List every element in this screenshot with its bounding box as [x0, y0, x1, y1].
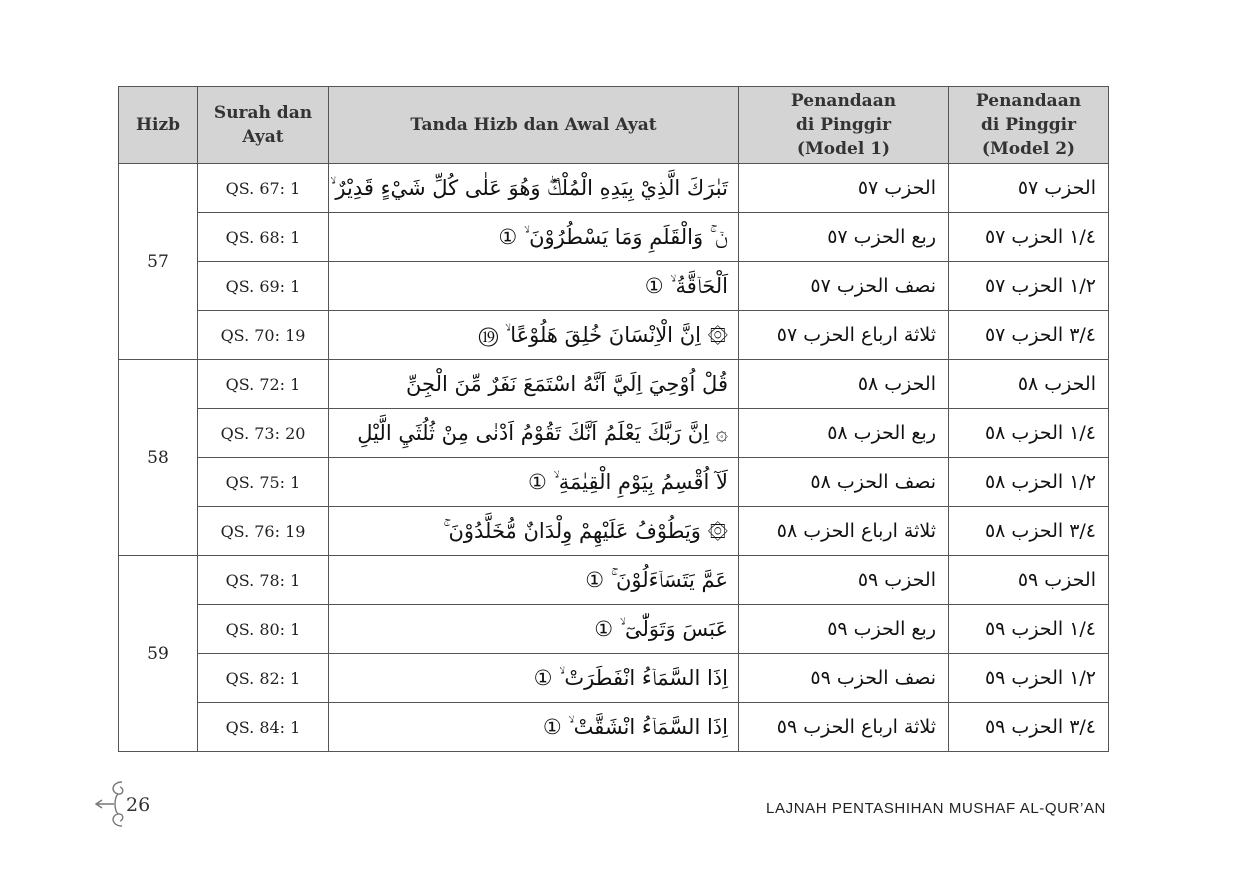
table-row — [119, 213, 1109, 262]
model1-mark: ثلاثة ارباع الحزب ٥٩ — [739, 703, 949, 752]
ayat-text: ۞ اِنَّ الْاِنْسَانَ خُلِقَ هَلُوْعًا ۙ ⑲ — [329, 311, 739, 360]
ayat-text: اَلْحَاۤقَّةُ ۙ ① — [329, 262, 739, 311]
hizb-number: 59 — [119, 556, 198, 752]
header-surah: Surah dan Ayat — [198, 87, 329, 164]
surah-ref: QS. 69: 1 — [198, 262, 329, 311]
surah-ref: QS. 68: 1 — [198, 213, 329, 262]
table-row — [119, 703, 1109, 752]
table-row — [119, 311, 1109, 360]
model1-mark: الحزب ٥٨ — [739, 360, 949, 409]
table-row — [119, 262, 1109, 311]
ayat-text: ۞ وَيَطُوْفُ عَلَيْهِمْ وِلْدَانٌ مُّخَلَّدُوْنَ ۚ — [329, 507, 739, 556]
ayat-text: اِذَا السَّمَاۤءُ انْفَطَرَتْ ۙ ① — [329, 654, 739, 703]
surah-ref: QS. 78: 1 — [198, 556, 329, 605]
table-row — [119, 360, 1109, 409]
table-row — [119, 409, 1109, 458]
model1-mark: نصف الحزب ٥٩ — [739, 654, 949, 703]
table-row — [119, 164, 1109, 213]
model2-mark: ١/٤ الحزب ٥٨ — [949, 409, 1109, 458]
table-row — [119, 605, 1109, 654]
surah-ref: QS. 72: 1 — [198, 360, 329, 409]
surah-ref: QS. 67: 1 — [198, 164, 329, 213]
model2-mark: ٣/٤ الحزب ٥٧ — [949, 311, 1109, 360]
ayat-text: اِذَا السَّمَاۤءُ انْشَقَّتْ ۙ ① — [329, 703, 739, 752]
model1-mark: ربع الحزب ٥٨ — [739, 409, 949, 458]
model2-mark: الحزب ٥٨ — [949, 360, 1109, 409]
ayat-text: لَآ اُقْسِمُ بِيَوْمِ الْقِيٰمَةِ ۙ ① — [329, 458, 739, 507]
model1-mark: نصف الحزب ٥٧ — [739, 262, 949, 311]
model2-mark: الحزب ٥٧ — [949, 164, 1109, 213]
surah-ref: QS. 82: 1 — [198, 654, 329, 703]
model1-mark: ثلاثة ارباع الحزب ٥٧ — [739, 311, 949, 360]
header-hizb: Hizb — [119, 87, 198, 164]
model1-mark: الحزب ٥٩ — [739, 556, 949, 605]
model1-mark: ربع الحزب ٥٩ — [739, 605, 949, 654]
hizb-table — [118, 86, 1109, 752]
surah-ref: QS. 73: 20 — [198, 409, 329, 458]
footer-title: LAJNAH PENTASHIHAN MUSHAF AL-QUR’AN — [766, 800, 1106, 817]
ayat-text: قُلْ اُوْحِيَ اِلَيَّ اَنَّهُ اسْتَمَعَ نَفَرٌ مِّنَ الْجِنِّ — [329, 360, 739, 409]
model2-mark: ١/٢ الحزب ٥٧ — [949, 262, 1109, 311]
model2-mark: ١/٢ الحزب ٥٨ — [949, 458, 1109, 507]
model2-mark: ١/٤ الحزب ٥٩ — [949, 605, 1109, 654]
surah-ref: QS. 75: 1 — [198, 458, 329, 507]
model2-mark: ١/٢ الحزب ٥٩ — [949, 654, 1109, 703]
header-row — [119, 87, 1109, 164]
ayat-text: عَمَّ يَتَسَاۤءَلُوْنَ ۚ ① — [329, 556, 739, 605]
header-model1: Penandaan di Pinggir (Model 1) — [739, 87, 949, 164]
header-tanda: Tanda Hizb dan Awal Ayat — [329, 87, 739, 164]
page-number: 26 — [126, 794, 151, 816]
surah-ref: QS. 76: 19 — [198, 507, 329, 556]
hizb-number: 57 — [119, 164, 198, 360]
model1-mark: ربع الحزب ٥٧ — [739, 213, 949, 262]
model1-mark: نصف الحزب ٥٨ — [739, 458, 949, 507]
model2-mark: ٣/٤ الحزب ٥٩ — [949, 703, 1109, 752]
model2-mark: ١/٤ الحزب ٥٧ — [949, 213, 1109, 262]
surah-ref: QS. 80: 1 — [198, 605, 329, 654]
model2-mark: الحزب ٥٩ — [949, 556, 1109, 605]
ayat-text: تَبٰرَكَ الَّذِيْ بِيَدِهِ الْمُلْكُۖ وَهُوَ عَلٰى كُلِّ شَيْءٍ قَدِيْرٌ ۙ — [329, 164, 739, 213]
header-model2: Penandaan di Pinggir (Model 2) — [949, 87, 1109, 164]
model1-mark: ثلاثة ارباع الحزب ٥٨ — [739, 507, 949, 556]
surah-ref: QS. 84: 1 — [198, 703, 329, 752]
hizb-number: 58 — [119, 360, 198, 556]
ayat-text: ۞ اِنَّ رَبَّكَ يَعْلَمُ اَنَّكَ تَقُوْمُ اَدْنٰى مِنْ ثُلُثَيِ الَّيْلِ — [329, 409, 739, 458]
table-row — [119, 556, 1109, 605]
table-row — [119, 654, 1109, 703]
ayat-text: عَبَسَ وَتَوَلّٰىٓ ۙ ① — [329, 605, 739, 654]
model1-mark: الحزب ٥٧ — [739, 164, 949, 213]
surah-ref: QS. 70: 19 — [198, 311, 329, 360]
model2-mark: ٣/٤ الحزب ٥٨ — [949, 507, 1109, 556]
table-row — [119, 507, 1109, 556]
ayat-text: نۤ ۚ وَالْقَلَمِ وَمَا يَسْطُرُوْنَ ۙ ① — [329, 213, 739, 262]
table-row — [119, 458, 1109, 507]
